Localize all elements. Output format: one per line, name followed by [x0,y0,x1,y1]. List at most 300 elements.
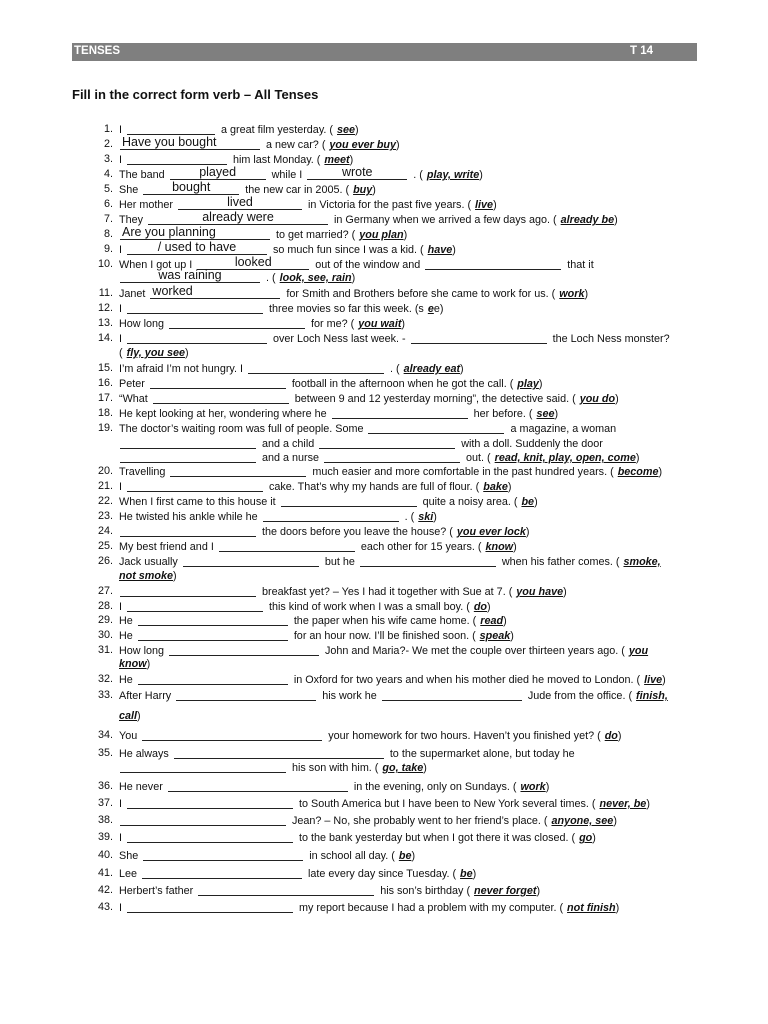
exercise-item-continued [119,657,699,672]
answer-blank[interactable] [174,746,384,759]
handwritten-answer: wrote [341,165,373,179]
sentence-text: to the supermarket alone, but today he [389,748,575,760]
verb-hint: see [337,124,356,136]
sentence-text: my report because I had a problem with my computer. ( [299,902,564,914]
answer-blank[interactable] [170,167,266,180]
sentence-text: I [119,601,122,613]
sentence-text: I [119,124,122,136]
answer-blank[interactable] [425,257,561,270]
item-number: 23. [97,510,113,522]
sentence-text: ) [355,124,359,136]
item-number: 15. [97,362,113,374]
sentence-text: the new car in 2005. ( [245,184,350,196]
item-number: 20. [97,465,113,477]
exercise-item [97,554,699,569]
sentence-text: when his father comes. ( [501,556,620,568]
sentence-text: He kept looking at her, wondering where he [119,408,327,420]
sentence-text: ) [146,658,151,670]
exercise-item [97,830,699,845]
answer-blank[interactable] [142,728,322,741]
exercise-item [97,539,699,554]
handwritten-answer: bought [172,180,211,194]
answer-blank[interactable] [281,494,417,507]
answer-blank[interactable] [127,122,215,135]
verb-hint: not finish [567,902,616,914]
answer-blank[interactable] [120,450,256,463]
item-number: 17. [97,392,113,404]
answer-blank[interactable] [127,479,263,492]
verb-hint: call [119,710,138,722]
sentence-text: quite a noisy area. ( [422,496,518,508]
answer-blank[interactable] [127,599,263,612]
sentence-text: . ( [404,511,415,523]
verb-hint: read [480,615,504,627]
sentence-text: ) [433,511,437,523]
answer-blank[interactable] [127,301,263,314]
exercise-item [97,866,699,881]
item-number: 13. [97,317,113,329]
sentence-text: The doctor’s waiting room was full of people. Some [119,423,364,435]
verb-hint: never, be [599,798,647,810]
sentence-text: football in the afternoon when he got the call. ( [291,378,514,390]
answer-blank[interactable] [120,137,260,150]
exercise-item-continued [119,346,699,361]
sentence-text: while I [271,169,303,181]
answer-blank[interactable] [368,421,504,434]
answer-blank[interactable] [138,672,288,685]
sentence-text: ) [507,481,512,493]
answer-blank[interactable] [143,848,303,861]
answer-blank[interactable] [120,270,260,283]
exercise-item [97,613,699,628]
sentence-text: I [119,832,122,844]
verb-hint: you have [516,586,564,598]
answer-blank[interactable] [169,643,319,656]
item-number: 7. [103,213,113,225]
sentence-text: I [119,481,122,493]
verb-hint: be [521,496,535,508]
sentence-text: Jean? – No, she probably went to her friend’s place. ( [292,815,548,827]
exercise-item-continued [119,760,699,775]
exercise-item [97,361,699,376]
answer-blank[interactable] [170,464,306,477]
sentence-text: He [119,630,133,642]
answer-blank[interactable] [176,688,316,701]
item-number: 24. [97,525,113,537]
sentence-text: I [119,303,122,315]
exercise-item [97,746,699,761]
handwritten-answer: played [199,165,237,179]
sentence-text: ) [614,214,618,226]
answer-blank[interactable] [138,628,288,641]
sentence-text: How long [119,318,165,330]
item-number: 31. [97,644,113,656]
sentence-text: He twisted his ankle while he [119,511,258,523]
exercise-item [97,301,699,316]
sentence-text: this kind of work when I was a small boy. ( [269,601,470,613]
page-title: Fill in the correct form verb – All Tenses [72,87,319,102]
verb-hint: speak [479,630,511,642]
sentence-text: ( [119,347,123,359]
sentence-text: ) [493,199,497,211]
answer-blank[interactable] [307,167,407,180]
sentence-text: ) [401,318,406,330]
item-number: 27. [97,585,113,597]
item-number: 41. [97,867,113,879]
verb-hint: you plan [359,229,404,241]
sentence-text: After Harry [119,690,172,702]
item-number: 22. [97,495,113,507]
sentence-text: and a child [262,438,315,450]
verb-hint: be [460,868,473,880]
verb-hint: buy [353,184,373,196]
sentence-text: ) [534,496,538,508]
sentence-text: ) [137,710,141,722]
item-number: 29. [97,614,113,626]
sentence-text: He [119,615,133,627]
sentence-text: that it [567,259,594,271]
sentence-text: You [119,730,138,742]
verb-hint: already be [560,214,615,226]
verb-hint: you wait [358,318,402,330]
sentence-text: ) [503,615,507,627]
verb-hint: you ever buy [329,139,397,151]
verb-hint: have [427,244,453,256]
verb-hint: go, take [382,762,424,774]
item-number: 16. [97,377,113,389]
exercise-item [97,848,699,863]
answer-blank[interactable] [219,539,355,552]
sentence-text: Her mother [119,199,174,211]
exercise-item [97,494,699,509]
exercise-item-continued [119,569,699,584]
sentence-text: out. ( [466,452,491,464]
verb-hint: ski [418,511,434,523]
sentence-text: e) [433,303,444,315]
answer-blank[interactable] [332,406,468,419]
sentence-text: each other for 15 years. ( [360,541,482,553]
answer-blank[interactable] [178,197,302,210]
sentence-text: but he [324,556,355,568]
sentence-text: ) [615,902,620,914]
sentence-text: John and Maria?- We met the couple over thirteen years ago. ( [325,645,625,657]
sentence-text: . ( [390,363,400,375]
handwritten-answer: Are you planning [122,225,216,239]
sentence-text: Jude from the office. ( [527,690,633,702]
answer-blank[interactable] [127,331,267,344]
verb-hint: see [536,408,555,420]
handwritten-answer: was raining [158,268,222,282]
sentence-text: cake. That’s why my hands are full of flour. ( [269,481,480,493]
item-number: 33. [97,689,113,701]
item-number: 37. [97,797,113,809]
sentence-text: in Oxford for two years and when his mother died he moved to London. ( [293,674,641,686]
handwritten-answer: already were [202,210,274,224]
answer-blank[interactable] [127,830,293,843]
item-number: 8. [103,228,113,240]
sentence-text: ) [592,832,596,844]
sentence-text: ) [617,730,622,742]
answer-blank[interactable] [142,866,302,879]
verb-hint: look, see, rain [279,272,352,284]
sentence-text: in Germany when we arrived a few days ago. ( [334,214,557,226]
item-number: 36. [97,780,113,792]
answer-blank[interactable] [120,760,286,773]
exercise-item [97,479,699,494]
answer-blank[interactable] [183,554,319,567]
sentence-text: out of the window and [315,259,421,271]
sentence-text: Peter [119,378,145,390]
exercise-item [97,813,699,828]
sentence-text: I [119,798,122,810]
sentence-text: for an hour now. I’ll be finished soon. ( [293,630,476,642]
sentence-text: ) [525,526,530,538]
exercise-item [97,643,699,658]
verb-hint: read, knit, play, open, come [494,452,636,464]
sentence-text: ) [185,347,189,359]
answer-blank[interactable] [168,779,348,792]
sentence-text: between 9 and 12 yesterday morning”, the detective said. ( [294,393,576,405]
item-number: 35. [97,747,113,759]
answer-blank[interactable] [169,316,305,329]
sentence-text: late every day since Tuesday. ( [308,868,457,880]
verb-hint: finish, [636,690,668,702]
answer-blank[interactable] [120,436,256,449]
exercise-item [97,406,699,421]
verb-hint: you ever lock [456,526,526,538]
exercise-item [97,584,699,599]
answer-blank[interactable] [319,436,455,449]
exercise-item [97,688,699,703]
item-number: 25. [97,540,113,552]
sentence-text: breakfast yet? – Yes I had it together with Sue at 7. ( [262,586,513,598]
sentence-text: . ( [413,169,423,181]
item-number: 1. [103,123,113,135]
sentence-text: a magazine, a woman [510,423,617,435]
answer-blank[interactable] [120,227,270,240]
verb-hint: play, write [426,169,480,181]
sentence-text: ) [411,850,416,862]
answer-blank[interactable] [120,584,256,597]
answer-blank[interactable] [127,242,267,255]
item-number: 5. [103,183,113,195]
exercise-item [97,464,699,479]
item-number: 2. [103,138,113,150]
sentence-text: and a nurse [262,452,320,464]
verb-hint: live [644,674,663,686]
verb-hint: e [427,303,434,315]
verb-hint: play [517,378,539,390]
exercise-item [97,883,699,898]
handwritten-answer: looked [234,255,272,269]
item-number: 3. [103,153,113,165]
sentence-text: ) [513,541,517,553]
sentence-text: ) [479,169,483,181]
sentence-text: to South America but I have been to New York several times. ( [299,798,596,810]
sentence-text: ) [646,798,650,810]
verb-hint: anyone, see [551,815,614,827]
sentence-text: They [119,214,144,226]
item-number: 18. [97,407,113,419]
header-code: T 14 [630,45,654,57]
answer-blank[interactable] [360,554,496,567]
sentence-text: ) [472,868,477,880]
item-number: 21. [97,480,113,492]
verb-hint: live [475,199,494,211]
sentence-text: “What [119,393,148,405]
sentence-text: Janet [119,288,146,300]
answer-blank[interactable] [248,361,384,374]
item-number: 30. [97,629,113,641]
sentence-text: him last Monday. ( [233,154,321,166]
sentence-text: ) [396,139,400,151]
exercise-item [97,376,699,391]
item-number: 40. [97,849,113,861]
sentence-text: ) [452,244,456,256]
verb-hint: never forget [474,885,537,897]
sentence-text: ) [538,378,543,390]
sentence-text: He always [119,748,169,760]
answer-blank[interactable] [127,796,293,809]
sentence-text: I [119,333,122,345]
handwritten-answer: Have you bought [122,135,217,149]
sentence-text: Lee [119,868,138,880]
item-number: 11. [98,287,113,299]
sentence-text: The band [119,169,165,181]
item-number: 19. [97,422,113,434]
sentence-text: When I got up I [119,259,193,271]
sentence-text: his son with him. ( [292,762,379,774]
sentence-text: ) [615,393,619,405]
sentence-text: so much fun since I was a kid. ( [273,244,424,256]
sentence-text: He [119,674,133,686]
sentence-text: ) [545,781,550,793]
sentence-text: ) [584,288,589,300]
sentence-text: Jack usually [119,556,178,568]
sentence-text: When I first came to this house it [119,496,276,508]
exercise-item [97,316,699,331]
answer-blank[interactable] [150,286,280,299]
exercise-item-continued [119,436,699,451]
sentence-text: much easier and more comfortable in the past hundred years. ( [312,466,614,478]
sentence-text: ) [372,184,376,196]
sentence-text: ) [510,630,514,642]
verb-hint: meet [324,154,350,166]
sentence-text: her before. ( [473,408,533,420]
verb-hint: not smoke [119,570,173,582]
sentence-text: She [119,850,139,862]
sentence-text: . ( [266,272,276,284]
exercise-item [97,509,699,524]
exercise-item [97,796,699,811]
handwritten-answer: worked [152,284,193,298]
item-number: 43. [97,901,113,913]
answer-blank[interactable] [127,152,227,165]
exercise-item [97,331,699,346]
item-number: 42. [97,884,113,896]
answer-blank[interactable] [263,509,399,522]
verb-hint: go [579,832,593,844]
handwritten-answer: / used to have [157,240,237,254]
sentence-text: a great film yesterday. ( [221,124,334,136]
answer-blank[interactable] [150,376,286,389]
verb-hint: do [473,601,488,613]
answer-blank[interactable] [127,900,293,913]
exercise-item [97,599,699,614]
sentence-text: ) [613,815,617,827]
verb-hint: know [485,541,514,553]
sentence-text: ) [349,154,354,166]
sentence-text: the doors before you leave the house? ( [262,526,453,538]
verb-hint: work [520,781,546,793]
sentence-text: ) [460,363,464,375]
sentence-text: your homework for two hours. Haven’t you finished yet? ( [328,730,601,742]
item-number: 32. [97,673,113,685]
exercise-item [97,524,699,539]
sentence-text: She [119,184,139,196]
answer-blank[interactable] [138,613,288,626]
sentence-text: I [119,244,122,256]
item-number: 6. [103,198,113,210]
answer-blank[interactable] [198,883,374,896]
sentence-text: ) [658,466,663,478]
header-title: TENSES [74,45,121,57]
sentence-text: to the bank yesterday but when I got there it was closed. ( [299,832,576,844]
answer-blank[interactable] [120,813,286,826]
sentence-text: ) [487,601,491,613]
exercise-item [98,284,699,301]
exercise-item [103,180,699,197]
sentence-text: a new car? ( [266,139,326,151]
answer-blank[interactable] [143,182,239,195]
exercise-item [103,135,699,152]
exercise-item-continued [119,270,699,285]
exercise-item [97,672,699,687]
answer-blank[interactable] [153,391,289,404]
sentence-text: with a doll. Suddenly the door [461,438,603,450]
verb-hint: fly, you see [126,347,186,359]
sentence-text: ) [662,674,666,686]
answer-blank[interactable] [382,688,522,701]
exercise-item [97,628,699,643]
handwritten-answer: lived [227,195,253,209]
sentence-text: My best friend and I [119,541,214,553]
sentence-text: Travelling [119,466,166,478]
sentence-text: the Loch Ness monster? [552,333,670,345]
sentence-text: He never [119,781,163,793]
item-number: 14. [97,332,113,344]
item-number: 26. [97,555,113,567]
answer-blank[interactable] [148,212,328,225]
sentence-text: three movies so far this week. (s [269,303,424,315]
item-number: 34. [97,729,113,741]
answer-blank[interactable] [411,331,547,344]
sentence-text: his work he [322,690,377,702]
item-number: 28. [97,600,113,612]
sentence-text: the paper when his wife came home. ( [293,615,477,627]
exercise-item [97,900,699,915]
answer-blank[interactable] [120,524,256,537]
sentence-text: ) [554,408,559,420]
exercise-item-continued [119,450,699,465]
exercise-item [97,391,699,406]
verb-hint: bake [483,481,508,493]
answer-blank[interactable] [324,450,460,463]
sentence-text: ) [635,452,640,464]
sentence-text: ) [173,570,177,582]
verb-hint: you [628,645,649,657]
verb-hint: smoke, [623,556,661,568]
